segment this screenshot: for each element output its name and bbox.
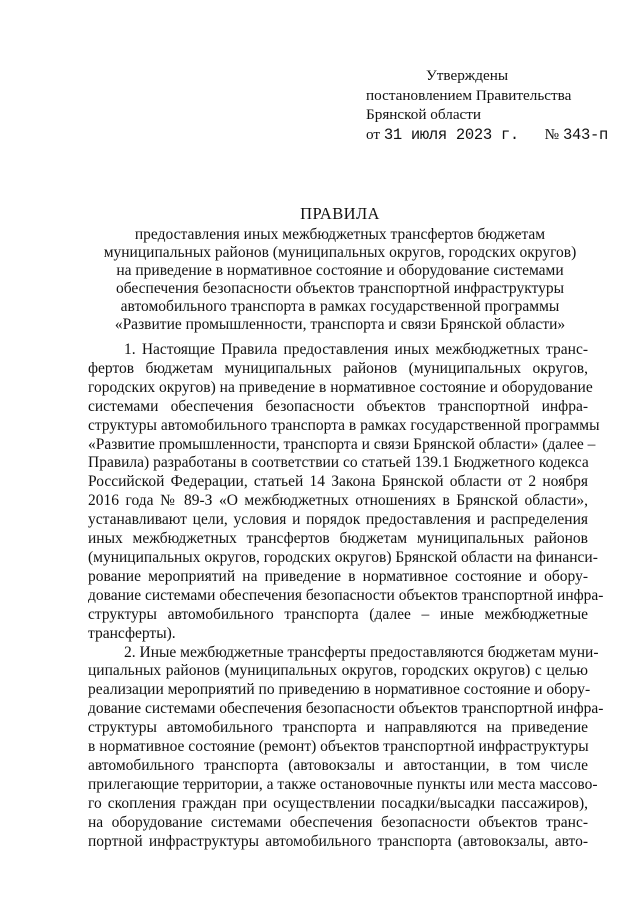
approval-stamp: [366, 66, 626, 145]
body-line: структуры автомобильного транспорта и направляются на приведение: [88, 719, 588, 737]
body-line: прилегающие территории, а также остановочные пункты или места массово-: [88, 775, 598, 793]
number-value: 343-п: [562, 125, 608, 144]
date-value: 31 июля 2023 г.: [383, 125, 519, 144]
body-line: рование мероприятий на приведение в нормативное состояние и обору-: [88, 567, 588, 585]
title-line: обеспечения безопасности объектов транспортной инфраструктуры: [115, 280, 565, 297]
body-line: иных межбюджетных трансфертов бюджетам муниципальных районов: [88, 530, 588, 548]
body-line: го скопления граждан при осуществлении посадки/высадки пассажиров),: [88, 794, 588, 812]
body-line: трансферты).: [88, 624, 176, 642]
body-line: в нормативное состояние (ремонт) объектов транспортной инфраструктуры: [88, 738, 589, 756]
body-line: устанавливают цели, условия и порядок предоставления и распределения: [88, 511, 588, 529]
body-line: системами обеспечения безопасности объектов транспортной инфра-: [88, 397, 588, 415]
body-line: Правила) разработаны в соответствии со статьей 139.1 Бюджетного кодекса: [88, 454, 589, 472]
title-heading: ПРАВИЛА: [300, 204, 380, 223]
approval-line-region: Брянской области: [366, 106, 482, 123]
approval-line-resolution: постановлением Правительства: [366, 86, 572, 104]
approval-line-date-number: [366, 125, 626, 146]
body-line: «Развитие промышленности, транспорта и связи Брянской области» (далее –: [88, 435, 596, 453]
body-line: портной инфраструктуры автомобильного транспорта (автовокзалы, авто-: [88, 832, 588, 850]
body-line: фертов бюджетам муниципальных районов (муниципальных округов,: [88, 359, 588, 377]
number-prefix: №: [544, 125, 560, 143]
document-body: [88, 341, 604, 851]
body-line: на оборудование системами обеспечения безопасности объектов транс-: [88, 813, 588, 831]
body-line: (муниципальных округов, городских округов) Брянской области на финанси-: [88, 548, 598, 566]
body-line: дование системами обеспечения безопасности объектов транспортной инфра-: [88, 586, 604, 604]
approval-line-approved: Утверждены: [426, 67, 509, 84]
body-line: городских округов) на приведение в нормативное состояние и оборудование: [88, 378, 593, 396]
body-line: 1. Настоящие Правила предоставления иных межбюджетных транс-: [124, 341, 588, 358]
title-line: «Развитие промышленности, транспорта и связи Брянской области»: [114, 316, 566, 333]
title-line: автомобильного транспорта в рамках государственной программы: [120, 298, 560, 315]
body-line: 2016 года № 89-З «О межбюджетных отношениях в Брянской области»,: [88, 492, 588, 510]
title-line: предоставления иных межбюджетных трансфертов бюджетам: [134, 226, 546, 243]
date-prefix: от: [366, 125, 381, 143]
body-line: 2. Иные межбюджетные трансферты предоставляются бюджетам муни-: [124, 643, 599, 661]
body-line: структуры автомобильного транспорта в рамках государственной программы: [88, 416, 600, 434]
body-line: Российской Федерации, статьей 14 Закона Брянской области от 2 ноября: [88, 473, 588, 491]
body-line: ципальных районов (муниципальных округов, городских округов) с целью: [88, 662, 588, 680]
body-line: дование системами обеспечения безопасности объектов транспортной инфра-: [88, 700, 604, 718]
body-line: структуры автомобильного транспорта (далее – иные межбюджетные: [88, 605, 588, 623]
title-line: муниципальных районов (муниципальных округов, городских округов): [103, 244, 577, 261]
body-line: реализации мероприятий по приведению в нормативное состояние и обору-: [88, 681, 591, 699]
document-title: [90, 205, 590, 334]
body-line: автомобильного транспорта (автовокзалы и автостанции, в том числе: [88, 756, 588, 774]
title-line: на приведение в нормативное состояние и оборудование системами: [116, 262, 564, 279]
